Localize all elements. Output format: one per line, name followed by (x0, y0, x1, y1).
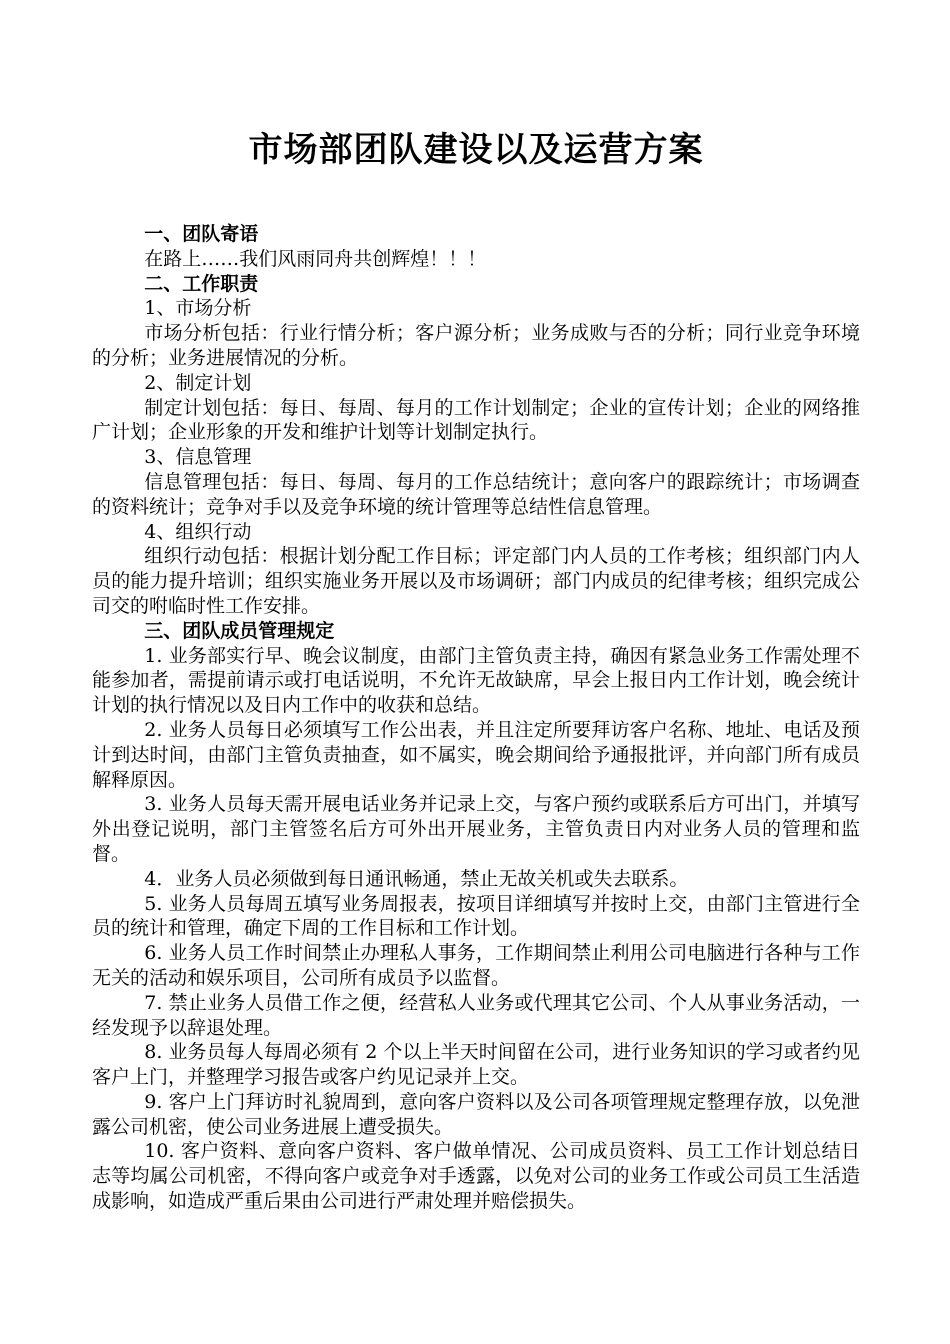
document-title: 市场部团队建设以及运营方案 (248, 130, 704, 170)
paragraph: 4．业务人员必须做到每日通讯畅通，禁止无故关机或失去联系。 (144, 867, 689, 890)
paragraph: 5. 业务人员每周五填写业务周报表，按项目详细填写并按时上交，由部门主管进行全员的统计和管理，确定下周的工作目标和工作计划。 (92, 892, 860, 940)
paragraph: 3、信息管理 (144, 446, 252, 469)
paragraph: 6. 业务人员工作时间禁止办理私人事务，工作期间禁止利用公司电脑进行各种与工作无关的活动和娱乐项目，公司所有成员予以监督。 (92, 942, 860, 989)
paragraph: 2、制定计划 (144, 371, 252, 394)
paragraph: 在路上……我们风雨同舟共创辉煌！！！ (144, 247, 487, 270)
paragraph: 2. 业务人员每日必须填写工作公出表，并且注定所要拜访客户名称、地址、电话及预计到达时间，由部门主管负责抽查，如不属实，晚会期间给予通报批评，并向部门所有成员解释原因。 (92, 718, 860, 791)
paragraph: 10. 客户资料、意向客户资料、客户做单情况、公司成员资料、员工工作计划总结日志等均属公司机密，不得向客户或竞争对手透露，以免对公司的业务工作或公司员工生活造成影响，如造成严重后果由公司进行严肃处理并赔偿损失。 (92, 1140, 860, 1213)
paragraph: 制定计划包括：每日、每周、每月的工作计划制定；企业的宣传计划；企业的网络推广计划；企业形象的开发和维护计划等计划制定执行。 (92, 396, 860, 444)
paragraph: 1、市场分析 (144, 297, 252, 320)
document-body (92, 222, 860, 1214)
paragraph: 7. 禁止业务人员借工作之便，经营私人业务或代理其它公司、个人从事业务活动，一经发现予以辞退处理。 (92, 991, 860, 1039)
paragraph: 1. 业务部实行早、晚会议制度，由部门主管负责主持，确因有紧急业务工作需处理不能参加者，需提前请示或打电话说明，不允许无故缺席，早会上报日内工作计划，晚会统计计划的执行情况以及日内工作中的收获和总结。 (92, 644, 860, 717)
paragraph: 信息管理包括：每日、每周、每月的工作总结统计；意向客户的跟踪统计；市场调查的资料统计；竞争对手以及竞争环境的统计管理等总结性信息管理。 (92, 470, 860, 518)
paragraph: 组织行动包括：根据计划分配工作目标；评定部门内人员的工作考核；组织部门内人员的能力提升培训；组织实施业务开展以及市场调研；部门内成员的纪律考核；组织完成公司交的咐临时性工作安排。 (92, 545, 860, 617)
paragraph: 8. 业务员每人每周必须有 2 个以上半天时间留在公司，进行业务知识的学习或者约见客户上门，并整理学习报告或客户约见记录并上交。 (92, 1041, 860, 1089)
section-heading: 一、团队寄语 (144, 223, 259, 245)
section-heading: 三、团队成员管理规定 (144, 619, 335, 642)
paragraph: 4、组织行动 (144, 520, 252, 543)
section-heading: 二、工作职责 (144, 272, 259, 295)
paragraph: 9. 客户上门拜访时礼貌周到，意向客户资料以及公司各项管理规定整理存放，以免泄露公司机密，使公司业务进展上遭受损失。 (92, 1090, 860, 1138)
paragraph: 市场分析包括：行业行情分析；客户源分析；业务成败与否的分析；同行业竞争环境的分析；业务进展情况的分析。 (92, 322, 860, 369)
paragraph: 3. 业务人员每天需开展电话业务并记录上交，与客户预约或联系后方可出门，并填写外出登记说明，部门主管签名后方可外出开展业务，主管负责日内对业务人员的管理和监督。 (92, 793, 860, 865)
